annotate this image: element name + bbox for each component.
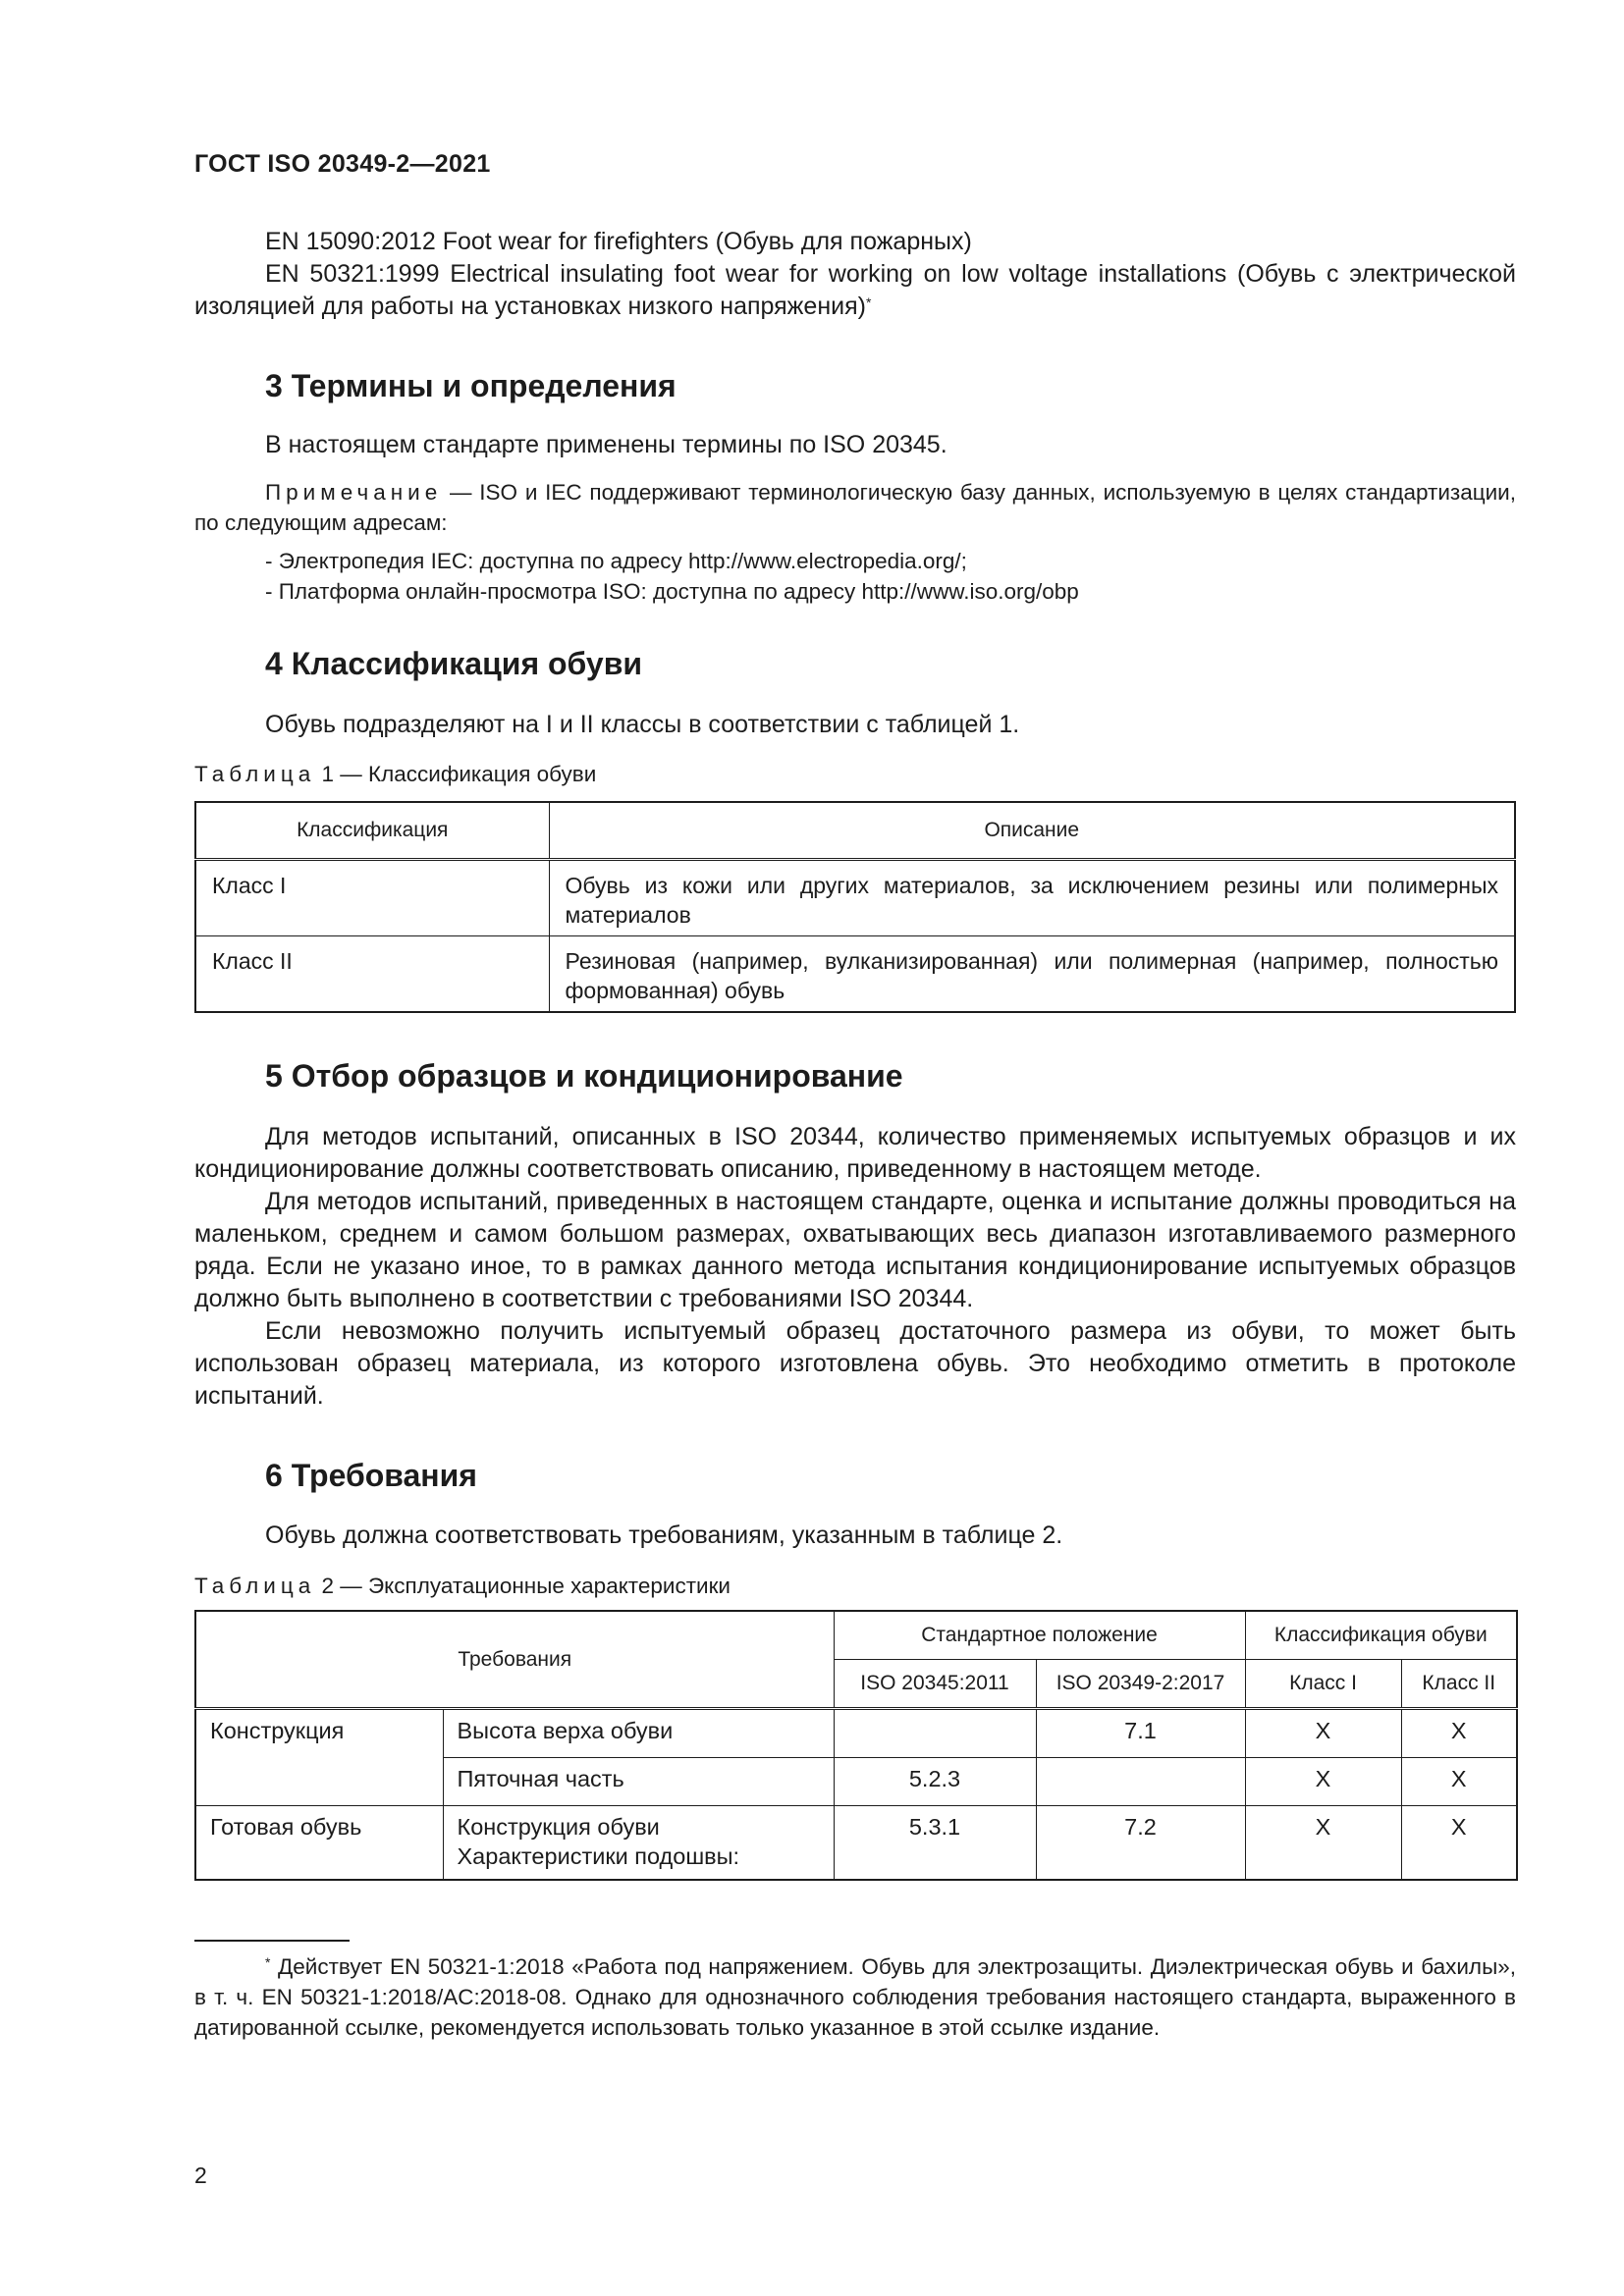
table-row — [195, 860, 1515, 936]
table-cell: 7.2 — [1036, 1806, 1245, 1881]
table-cell: 7.1 — [1036, 1709, 1245, 1758]
table-row — [195, 1806, 1517, 1881]
table-2-caption: Таблица 2 — Эксплуатационные характеристики — [194, 1574, 731, 1598]
section-5-paragraph: Для методов испытаний, описанных в ISO 20344, количество применяемых испытуемых образцов и их кондиционирование должны соответствовать описанию, приведенному в настоящем методе. — [194, 1123, 1516, 1183]
table-header-cell: Классификация — [195, 802, 549, 860]
reference-en50321: EN 50321:1999 Electrical insulating foot wear for working on low voltage installations (Обувь с электрической изоляцией для работы на установках низкого напряжения)* — [194, 260, 1516, 320]
section-6-text: Обувь должна соответствовать требованиям, указанным в таблице 2. — [265, 1522, 1063, 1549]
table-cell: Резиновая (например, вулканизированная) или полимерная (например, полностью формованная) обувь — [549, 936, 1515, 1013]
table-header-cell: Стандартное положение — [834, 1611, 1245, 1660]
note-label: Примечание — [265, 480, 443, 505]
footnote: * Действует EN 50321-1:2018 «Работа под напряжением. Обувь для электрозащиты. Диэлектрическая обувь и бахилы», в т. ч. EN 50321-1:2018/AC:2018-08. Однако для однозначного соблюдения требования настоящего стандарта, выраженного в датированной ссылке, рекомендуется использовать только указанное в этой ссылке издание. — [194, 1954, 1516, 2040]
table-header-cell: Класс II — [1401, 1660, 1517, 1709]
document-page — [194, 0, 1516, 2296]
section-3-text: В настоящем стандарте применены термины по ISO 20345. — [265, 431, 947, 458]
table-cell: Класс I — [195, 860, 549, 936]
section-3-title: 3 Термины и определения — [265, 368, 677, 403]
table-cell: Конструкция обуви Характеристики подошвы: — [443, 1806, 834, 1881]
table-row — [195, 936, 1515, 1013]
table-cell — [834, 1709, 1036, 1758]
table-group-cell: Конструкция — [195, 1709, 443, 1806]
note-list-item: - Платформа онлайн-просмотра ISO: доступна по адресу http://www.iso.org/obp — [265, 579, 1079, 604]
document-id-header: ГОСТ ISO 20349-2—2021 — [194, 150, 491, 178]
table-header-cell: ISO 20345:2011 — [834, 1660, 1036, 1709]
section-5-title: 5 Отбор образцов и кондиционирование — [265, 1058, 903, 1094]
reference-en15090: EN 15090:2012 Foot wear for firefighters (Обувь для пожарных) — [265, 228, 972, 255]
table-cell: Высота верха обуви — [443, 1709, 834, 1758]
table-cell: X — [1401, 1709, 1517, 1758]
table-cell: 5.2.3 — [834, 1758, 1036, 1806]
footnote-divider — [194, 1940, 350, 1942]
table-cell: 5.3.1 — [834, 1806, 1036, 1881]
requirements-table — [194, 1610, 1518, 1881]
table-header-cell: Описание — [549, 802, 1515, 860]
table-header-cell: Требования — [195, 1611, 834, 1709]
section-6-title: 6 Требования — [265, 1458, 477, 1493]
table-header-cell: Классификация обуви — [1245, 1611, 1517, 1660]
table-cell: X — [1245, 1709, 1401, 1758]
table-cell: X — [1245, 1806, 1401, 1881]
footnote-mark: * — [865, 294, 872, 310]
table-cell: Класс II — [195, 936, 549, 1013]
table-group-cell: Готовая обувь — [195, 1806, 443, 1881]
classification-table — [194, 801, 1516, 1013]
table-cell — [1036, 1758, 1245, 1806]
table-1-caption: Таблица 1 — Классификация обуви — [194, 762, 597, 786]
footnote-mark: * — [265, 1954, 271, 1970]
table-header-cell: ISO 20349-2:2017 — [1036, 1660, 1245, 1709]
table-cell: Обувь из кожи или других материалов, за исключением резины или полимерных материалов — [549, 860, 1515, 936]
section-3-note: Примечание — ISO и IEC поддерживают терминологическую базу данных, используемую в целях стандартизации, по следующим адресам: — [194, 480, 1516, 535]
table-cell: X — [1401, 1806, 1517, 1881]
note-list-item: - Электропедия IEC: доступна по адресу http://www.electropedia.org/; — [265, 549, 967, 573]
table-header-cell: Класс I — [1245, 1660, 1401, 1709]
table-row — [195, 1709, 1517, 1758]
section-4-text: Обувь подразделяют на I и II классы в соответствии с таблицей 1. — [265, 711, 1020, 738]
section-5-paragraph: Для методов испытаний, приведенных в настоящем стандарте, оценка и испытание должны проводиться на маленьком, среднем и самом большом размерах, охватывающих весь диапазон изготавливаемого размерного ряда. Если не указано иное, то в рамках данного метода испытания кондиционирование испытуемых образцов должно быть выполнено в соответствии с требованиями ISO 20344. — [194, 1188, 1516, 1312]
table-cell: X — [1401, 1758, 1517, 1806]
table-cell: X — [1245, 1758, 1401, 1806]
section-5-paragraph: Если невозможно получить испытуемый образец достаточного размера из обуви, то может быть использован образец материала, из которого изготовлена обувь. Это необходимо отметить в протоколе испытаний. — [194, 1317, 1516, 1410]
page-number: 2 — [194, 2163, 207, 2188]
table-cell: Пяточная часть — [443, 1758, 834, 1806]
section-4-title: 4 Классификация обуви — [265, 646, 643, 681]
